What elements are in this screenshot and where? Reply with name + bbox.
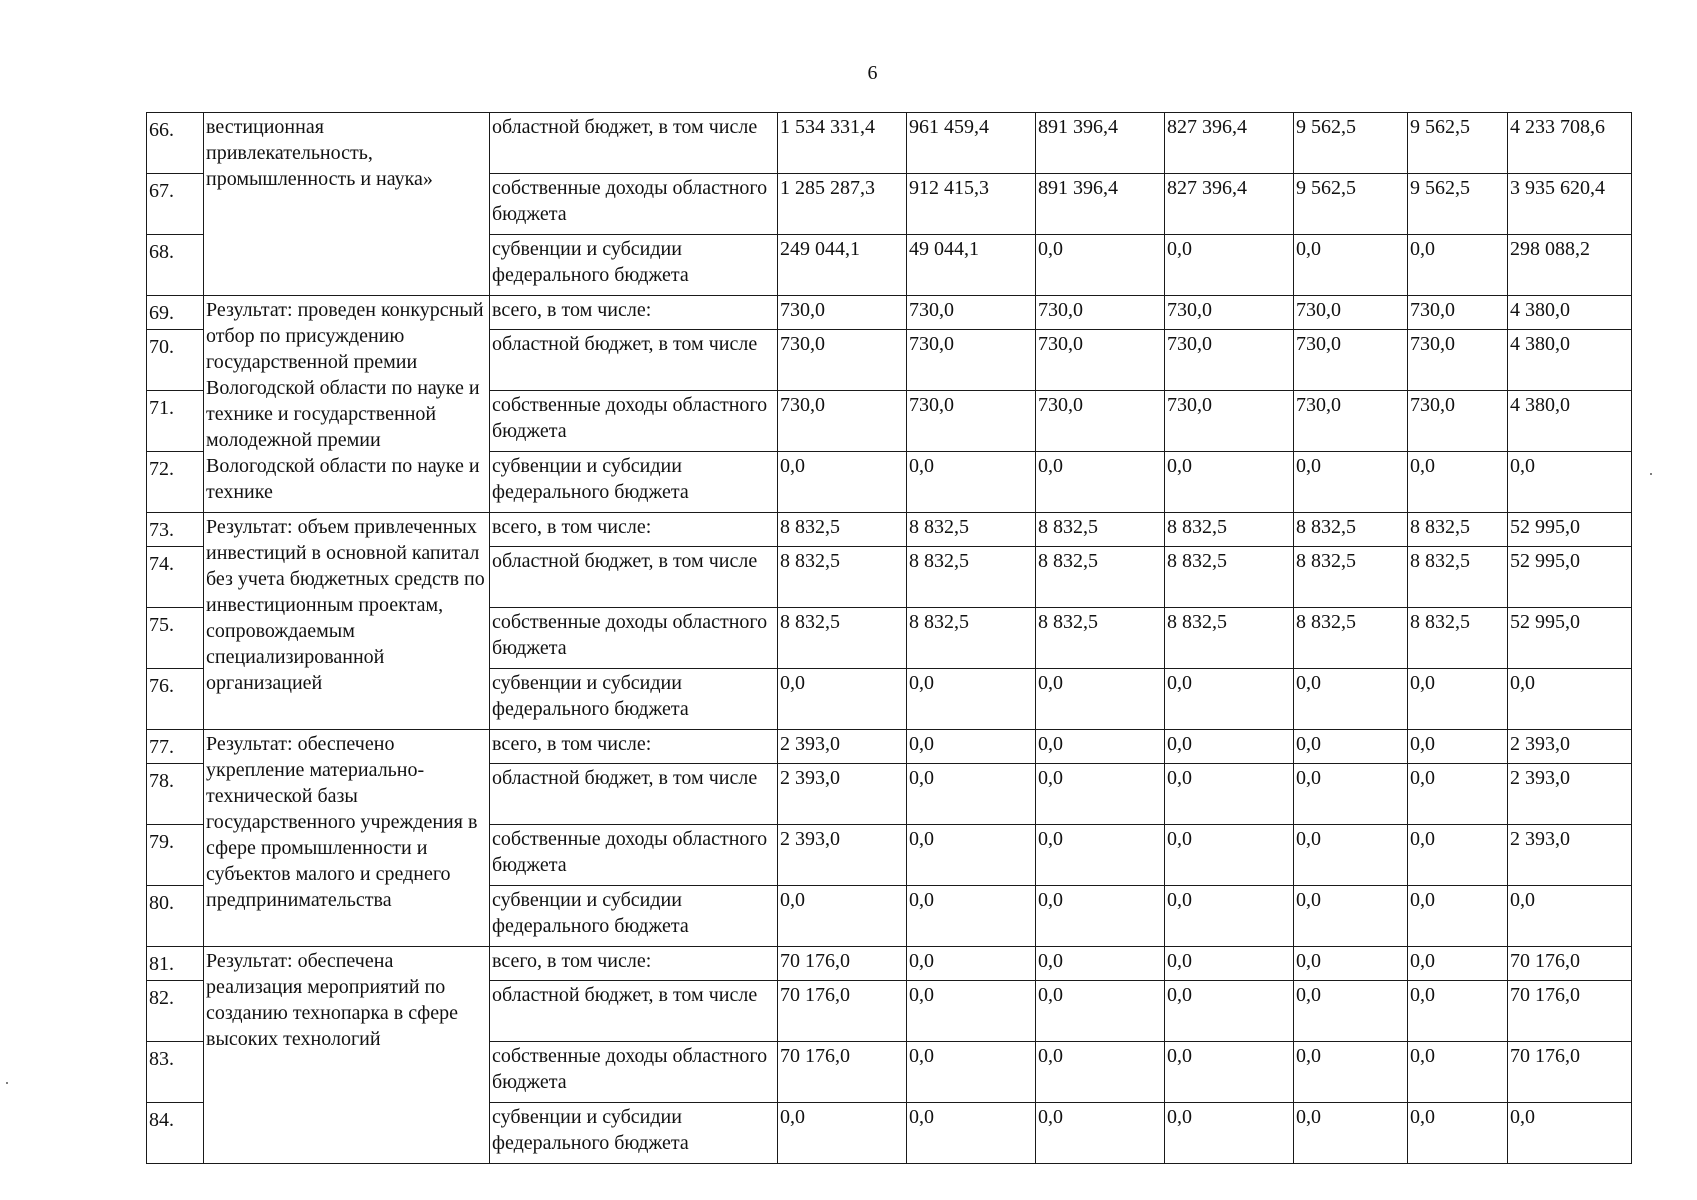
year-value: 0,0: [1408, 669, 1508, 730]
year-value: 730,0: [907, 296, 1036, 330]
row-number: 73.: [147, 513, 204, 547]
year-value: 0,0: [1408, 235, 1508, 296]
year-value: 8 832,5: [1036, 513, 1165, 547]
year-value: 0,0: [1294, 947, 1408, 981]
year-value: 730,0: [778, 391, 907, 452]
year-value: 0,0: [907, 764, 1036, 825]
year-value: 730,0: [1408, 391, 1508, 452]
result-description: Результат: обеспечена реализация мероприятий по созданию технопарка в сфере высоких технологий: [204, 947, 490, 1164]
year-value: 8 832,5: [1408, 547, 1508, 608]
result-description: Результат: объем привлеченных инвестиций в основной капитал без учета бюджетных средств по инвестиционным проектам, сопровождаемым специализированной организацией: [204, 513, 490, 730]
year-value: 0,0: [1294, 886, 1408, 947]
result-description: Результат: обеспечено укрепление материально-технической базы государственного учреждения в сфере промышленности и субъектов малого и среднего предпринимательства: [204, 730, 490, 947]
year-value: 0,0: [1165, 1042, 1294, 1103]
year-value: 0,0: [778, 886, 907, 947]
funding-source: всего, в том числе:: [490, 730, 778, 764]
year-value: 8 832,5: [1408, 608, 1508, 669]
year-value: 0,0: [1294, 235, 1408, 296]
year-value: 0,0: [1408, 947, 1508, 981]
year-value: 730,0: [907, 330, 1036, 391]
year-value: 249 044,1: [778, 235, 907, 296]
year-value: 1 534 331,4: [778, 113, 907, 174]
budget-table: [146, 112, 1632, 1164]
total-value: 52 995,0: [1508, 547, 1632, 608]
year-value: 891 396,4: [1036, 174, 1165, 235]
total-value: 0,0: [1508, 886, 1632, 947]
year-value: 0,0: [1294, 669, 1408, 730]
funding-source: областной бюджет, в том числе: [490, 113, 778, 174]
year-value: 730,0: [1294, 296, 1408, 330]
year-value: 0,0: [1294, 730, 1408, 764]
year-value: 0,0: [1408, 1103, 1508, 1164]
total-value: 70 176,0: [1508, 947, 1632, 981]
year-value: 0,0: [1165, 452, 1294, 513]
funding-source: областной бюджет, в том числе: [490, 764, 778, 825]
year-value: 0,0: [1408, 825, 1508, 886]
total-value: 2 393,0: [1508, 764, 1632, 825]
funding-source: субвенции и субсидии федерального бюджета: [490, 886, 778, 947]
row-number: 79.: [147, 825, 204, 886]
year-value: 730,0: [1036, 391, 1165, 452]
year-value: 730,0: [1036, 330, 1165, 391]
total-value: 2 393,0: [1508, 825, 1632, 886]
year-value: 730,0: [1036, 296, 1165, 330]
table-row: [147, 113, 1632, 174]
year-value: 8 832,5: [907, 547, 1036, 608]
total-value: 0,0: [1508, 669, 1632, 730]
year-value: 2 393,0: [778, 764, 907, 825]
total-value: 52 995,0: [1508, 513, 1632, 547]
year-value: 0,0: [1165, 764, 1294, 825]
funding-source: областной бюджет, в том числе: [490, 547, 778, 608]
year-value: 0,0: [1165, 825, 1294, 886]
year-value: 0,0: [907, 1103, 1036, 1164]
total-value: 52 995,0: [1508, 608, 1632, 669]
year-value: 0,0: [907, 730, 1036, 764]
total-value: 70 176,0: [1508, 981, 1632, 1042]
year-value: 0,0: [1165, 947, 1294, 981]
total-value: 2 393,0: [1508, 730, 1632, 764]
year-value: 8 832,5: [1294, 513, 1408, 547]
total-value: 4 380,0: [1508, 391, 1632, 452]
year-value: 0,0: [1294, 981, 1408, 1042]
year-value: 0,0: [907, 947, 1036, 981]
funding-source: всего, в том числе:: [490, 296, 778, 330]
year-value: 0,0: [1294, 452, 1408, 513]
year-value: 730,0: [907, 391, 1036, 452]
year-value: 0,0: [1165, 235, 1294, 296]
year-value: 1 285 287,3: [778, 174, 907, 235]
year-value: 730,0: [1165, 296, 1294, 330]
year-value: 0,0: [778, 452, 907, 513]
year-value: 0,0: [1294, 1103, 1408, 1164]
funding-source: субвенции и субсидии федерального бюджета: [490, 1103, 778, 1164]
year-value: 891 396,4: [1036, 113, 1165, 174]
row-number: 75.: [147, 608, 204, 669]
year-value: 8 832,5: [778, 513, 907, 547]
year-value: 0,0: [1036, 452, 1165, 513]
year-value: 0,0: [1408, 730, 1508, 764]
year-value: 2 393,0: [778, 825, 907, 886]
year-value: 0,0: [1036, 764, 1165, 825]
funding-source: собственные доходы областного бюджета: [490, 174, 778, 235]
funding-source: областной бюджет, в том числе: [490, 330, 778, 391]
total-value: 4 380,0: [1508, 296, 1632, 330]
total-value: 4 380,0: [1508, 330, 1632, 391]
year-value: 912 415,3: [907, 174, 1036, 235]
year-value: 8 832,5: [1165, 608, 1294, 669]
result-description: Результат: проведен конкурсный отбор по присуждению государственной премии Вологодской области по науке и технике и государственной молодежной премии Вологодской области по науке и технике: [204, 296, 490, 513]
row-number: 74.: [147, 547, 204, 608]
year-value: 8 832,5: [1408, 513, 1508, 547]
year-value: 8 832,5: [778, 547, 907, 608]
table-row: [147, 513, 1632, 547]
row-number: 81.: [147, 947, 204, 981]
year-value: 8 832,5: [907, 513, 1036, 547]
row-number: 76.: [147, 669, 204, 730]
year-value: 0,0: [907, 1042, 1036, 1103]
year-value: 0,0: [1036, 235, 1165, 296]
total-value: 4 233 708,6: [1508, 113, 1632, 174]
funding-source: всего, в том числе:: [490, 947, 778, 981]
row-number: 67.: [147, 174, 204, 235]
year-value: 730,0: [1408, 296, 1508, 330]
year-value: 0,0: [1036, 981, 1165, 1042]
row-number: 82.: [147, 981, 204, 1042]
year-value: 0,0: [1165, 730, 1294, 764]
year-value: 730,0: [778, 296, 907, 330]
table-row: [147, 947, 1632, 981]
row-number: 72.: [147, 452, 204, 513]
row-number: 80.: [147, 886, 204, 947]
row-number: 83.: [147, 1042, 204, 1103]
year-value: 0,0: [1036, 730, 1165, 764]
year-value: 0,0: [1165, 669, 1294, 730]
funding-source: собственные доходы областного бюджета: [490, 391, 778, 452]
year-value: 0,0: [1294, 825, 1408, 886]
row-number: 66.: [147, 113, 204, 174]
year-value: 0,0: [1036, 1042, 1165, 1103]
year-value: 8 832,5: [778, 608, 907, 669]
year-value: 0,0: [1036, 669, 1165, 730]
year-value: 0,0: [1165, 1103, 1294, 1164]
year-value: 0,0: [1036, 886, 1165, 947]
row-number: 77.: [147, 730, 204, 764]
year-value: 8 832,5: [1294, 547, 1408, 608]
year-value: 0,0: [907, 886, 1036, 947]
funding-source: областной бюджет, в том числе: [490, 981, 778, 1042]
year-value: 9 562,5: [1294, 113, 1408, 174]
year-value: 0,0: [1294, 1042, 1408, 1103]
funding-source: субвенции и субсидии федерального бюджета: [490, 669, 778, 730]
year-value: 730,0: [1294, 391, 1408, 452]
year-value: 0,0: [907, 452, 1036, 513]
year-value: 9 562,5: [1294, 174, 1408, 235]
row-number: 71.: [147, 391, 204, 452]
year-value: 0,0: [1408, 886, 1508, 947]
year-value: 8 832,5: [1165, 547, 1294, 608]
year-value: 827 396,4: [1165, 113, 1294, 174]
year-value: 9 562,5: [1408, 113, 1508, 174]
year-value: 70 176,0: [778, 981, 907, 1042]
year-value: 8 832,5: [1165, 513, 1294, 547]
row-number: 84.: [147, 1103, 204, 1164]
result-description: вестиционная привлекательность, промышленность и наука»: [204, 113, 490, 296]
year-value: 70 176,0: [778, 947, 907, 981]
year-value: 0,0: [1036, 947, 1165, 981]
year-value: 0,0: [1036, 825, 1165, 886]
scan-speck: [6, 1082, 8, 1084]
row-number: 78.: [147, 764, 204, 825]
year-value: 70 176,0: [778, 1042, 907, 1103]
year-value: 8 832,5: [1036, 608, 1165, 669]
total-value: 298 088,2: [1508, 235, 1632, 296]
year-value: 0,0: [1165, 886, 1294, 947]
year-value: 49 044,1: [907, 235, 1036, 296]
year-value: 0,0: [1408, 1042, 1508, 1103]
year-value: 8 832,5: [1036, 547, 1165, 608]
year-value: 730,0: [778, 330, 907, 391]
year-value: 0,0: [907, 981, 1036, 1042]
year-value: 730,0: [1165, 391, 1294, 452]
total-value: 70 176,0: [1508, 1042, 1632, 1103]
total-value: 0,0: [1508, 1103, 1632, 1164]
year-value: 0,0: [907, 825, 1036, 886]
row-number: 70.: [147, 330, 204, 391]
year-value: 0,0: [778, 669, 907, 730]
year-value: 961 459,4: [907, 113, 1036, 174]
year-value: 9 562,5: [1408, 174, 1508, 235]
year-value: 0,0: [778, 1103, 907, 1164]
year-value: 8 832,5: [1294, 608, 1408, 669]
year-value: 0,0: [1165, 981, 1294, 1042]
page-number: 6: [867, 62, 878, 84]
row-number: 68.: [147, 235, 204, 296]
budget-table-body: [147, 113, 1632, 1164]
funding-source: всего, в том числе:: [490, 513, 778, 547]
year-value: 0,0: [1408, 981, 1508, 1042]
funding-source: субвенции и субсидии федерального бюджета: [490, 452, 778, 513]
year-value: 0,0: [1408, 764, 1508, 825]
year-value: 2 393,0: [778, 730, 907, 764]
year-value: 8 832,5: [907, 608, 1036, 669]
total-value: 0,0: [1508, 452, 1632, 513]
year-value: 730,0: [1408, 330, 1508, 391]
year-value: 0,0: [1036, 1103, 1165, 1164]
year-value: 0,0: [1408, 452, 1508, 513]
table-row: [147, 730, 1632, 764]
year-value: 730,0: [1294, 330, 1408, 391]
total-value: 3 935 620,4: [1508, 174, 1632, 235]
year-value: 0,0: [1294, 764, 1408, 825]
funding-source: собственные доходы областного бюджета: [490, 825, 778, 886]
funding-source: собственные доходы областного бюджета: [490, 1042, 778, 1103]
funding-source: субвенции и субсидии федерального бюджета: [490, 235, 778, 296]
year-value: 827 396,4: [1165, 174, 1294, 235]
scan-speck: [1650, 473, 1652, 475]
row-number: 69.: [147, 296, 204, 330]
year-value: 0,0: [907, 669, 1036, 730]
funding-source: собственные доходы областного бюджета: [490, 608, 778, 669]
table-row: [147, 296, 1632, 330]
year-value: 730,0: [1165, 330, 1294, 391]
